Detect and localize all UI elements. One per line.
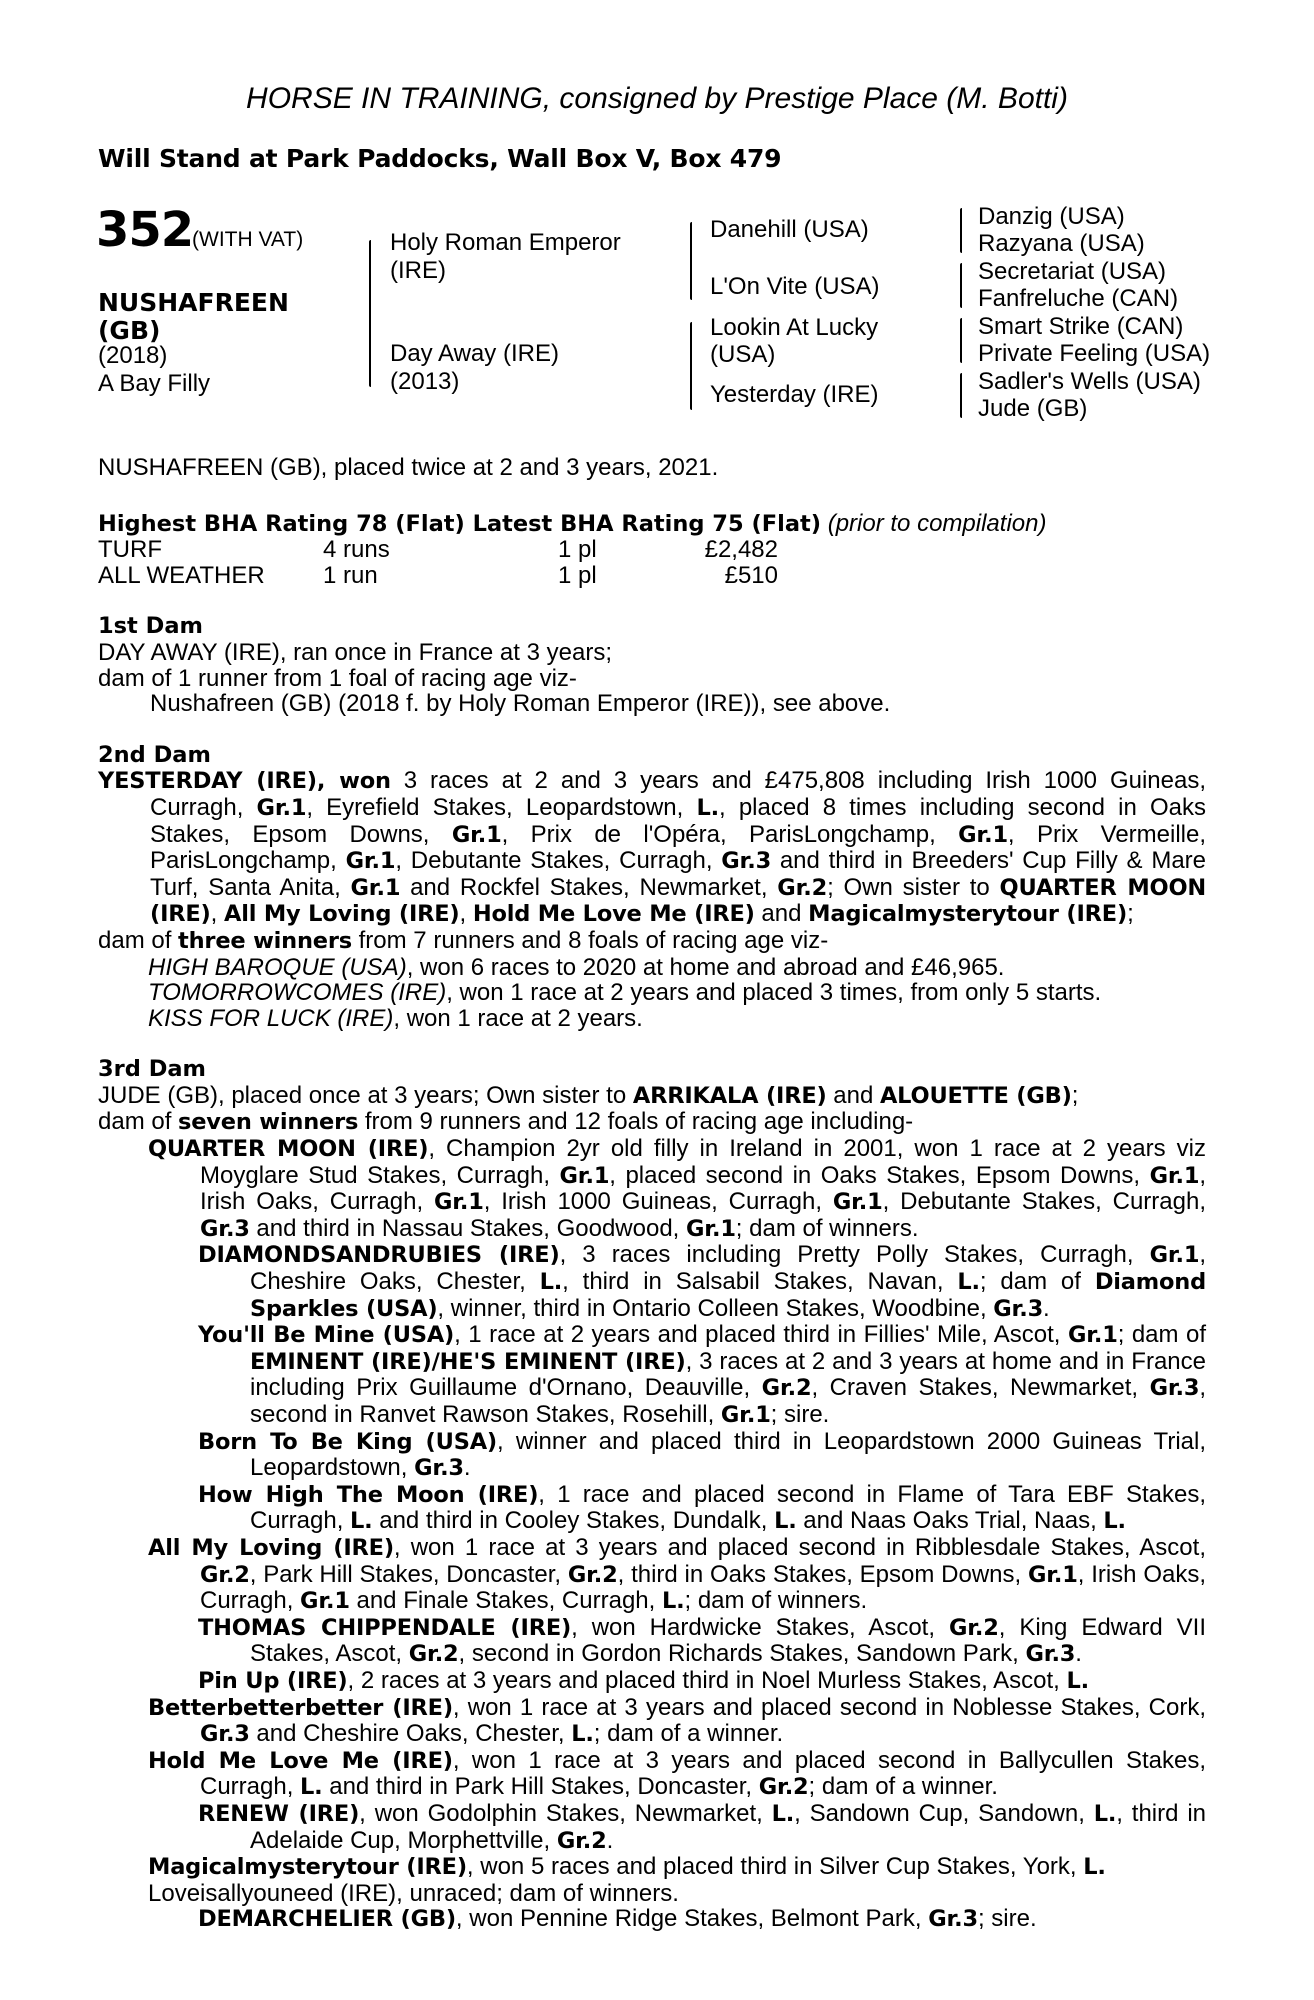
plain-text: , won 5 races and placed third in Silver Cup Stakes, York, bbox=[466, 1853, 1084, 1881]
produce-entry bbox=[98, 1695, 1206, 1748]
pedigree-sire-dam: L'On Vite (USA) bbox=[710, 273, 880, 300]
plain-text: JUDE (GB), placed once at 3 years; Own sister to bbox=[98, 1081, 633, 1109]
ratings-row-all-weather bbox=[98, 563, 1206, 589]
bold-text: Gr.2 bbox=[200, 1561, 250, 1588]
bold-text: L. bbox=[696, 794, 719, 821]
grandproduce-entry bbox=[98, 1906, 1206, 1933]
plain-text: and Naas Oaks Trial, Naas, bbox=[796, 1507, 1104, 1535]
plain-text: ; sire. bbox=[977, 1905, 1037, 1933]
pedigree-brace-dd bbox=[960, 373, 962, 418]
pedigree-sire: Holy Roman Emperor bbox=[390, 229, 621, 256]
plain-text: , King Edward VII Stakes, Ascot, bbox=[250, 1613, 1206, 1668]
dam2-produce-intro bbox=[98, 928, 1206, 955]
pedigree-dam-sire: Lookin At Lucky bbox=[710, 314, 879, 341]
plain-text: , winner and placed third in Leopardstown 2000 Guineas Trial, Leopardstown, bbox=[250, 1427, 1206, 1482]
pedigree-dss: Smart Strike (CAN) bbox=[978, 313, 1184, 340]
plain-text: , won Pennine Ridge Stakes, Belmont Park, bbox=[455, 1905, 929, 1933]
grandproduce-entry bbox=[98, 1242, 1206, 1322]
pedigree-dds: Sadler's Wells (USA) bbox=[978, 368, 1201, 395]
pedigree-dam-year: (2013) bbox=[390, 368, 460, 395]
pedigree-dam-sire-origin: (USA) bbox=[710, 341, 776, 368]
plain-text: , placed 8 times including second in Oaks Stakes, Epsom Downs, bbox=[150, 793, 1207, 848]
plain-text: , third in Salsabil Stakes, Navan, bbox=[562, 1268, 958, 1296]
pedigree-dsd: Private Feeling (USA) bbox=[978, 340, 1211, 367]
produce-entry bbox=[98, 1535, 1206, 1615]
bold-text: Pin Up (IRE) bbox=[198, 1667, 348, 1694]
plain-text: , won 1 race at 3 years and placed second in Ribblesdale Stakes, Ascot, bbox=[393, 1533, 1206, 1561]
plain-text: , won 1 race at 3 years and placed second in Noblesse Stakes, Cork, bbox=[452, 1693, 1206, 1721]
produce-item bbox=[98, 980, 1206, 1006]
bold-text: Gr.3 bbox=[200, 1215, 250, 1242]
bold-text: Gr.1 bbox=[1027, 1561, 1078, 1588]
bold-text: Gr.2 bbox=[758, 1774, 809, 1801]
plain-text: , Park Hill Stakes, Doncaster, bbox=[249, 1560, 568, 1588]
plain-text: , winner, third in Ontario Colleen Stakes, Woodbine, bbox=[437, 1294, 994, 1322]
stand-location: Will Stand at Park Paddocks, Wall Box V, Box 479 bbox=[98, 144, 782, 173]
bold-text: Gr.1 bbox=[1149, 1162, 1200, 1189]
bold-text: How High The Moon (IRE) bbox=[198, 1481, 539, 1508]
bold-text: THOMAS CHIPPENDALE (IRE) bbox=[198, 1614, 572, 1641]
bold-text: RENEW (IRE) bbox=[198, 1800, 360, 1827]
dam2-record bbox=[98, 768, 1206, 928]
plain-text: , 1 race and placed second in Flame of Tara EBF Stakes, Curragh, bbox=[250, 1480, 1206, 1535]
plain-text: dam of bbox=[98, 1108, 179, 1136]
bold-text: Hold Me Love Me (IRE) bbox=[472, 901, 755, 928]
plain-text: , Craven Stakes, Newmarket, bbox=[811, 1374, 1150, 1402]
bold-text: Gr.1 bbox=[433, 1189, 484, 1216]
plain-text: , Irish 1000 Guineas, Curragh, bbox=[483, 1188, 833, 1216]
dam1-line: DAY AWAY (IRE), ran once in France at 3 years; bbox=[98, 638, 612, 666]
bold-text: Gr.1 bbox=[1067, 1322, 1118, 1349]
ratings-note: (prior to compilation) bbox=[827, 509, 1047, 537]
bold-text: Born To Be King (USA) bbox=[198, 1428, 497, 1455]
pedigree-dam: Day Away (IRE) bbox=[390, 340, 559, 367]
grandproduce-entry bbox=[98, 1801, 1206, 1854]
bold-text: Gr.1 bbox=[686, 1215, 736, 1242]
bold-text: Gr.2 bbox=[567, 1561, 618, 1588]
plain-text: and bbox=[754, 900, 809, 928]
produce-entry bbox=[98, 1881, 1206, 1907]
bold-text: ARRIKALA (IRE) bbox=[632, 1082, 827, 1109]
bold-text: L. bbox=[1083, 1854, 1106, 1881]
bold-text: Gr.2 bbox=[948, 1614, 999, 1641]
bold-text: L. bbox=[539, 1269, 563, 1296]
pedigree-ddd: Jude (GB) bbox=[978, 395, 1088, 422]
bold-text: Hold Me Love Me (IRE) bbox=[148, 1747, 453, 1774]
produce-item bbox=[98, 1006, 1206, 1032]
bold-text: EMINENT (IRE)/HE'S EMINENT (IRE) bbox=[250, 1348, 686, 1375]
plain-text: and third in Nassau Stakes, Goodwood, bbox=[249, 1214, 687, 1242]
bold-text: Gr.1 bbox=[256, 794, 307, 821]
plain-text: ; sire. bbox=[770, 1401, 830, 1428]
pedigree-brace-ds bbox=[960, 318, 962, 363]
bold-text: Gr.1 bbox=[300, 1588, 350, 1615]
page-title: HORSE IN TRAINING, consigned by Prestige Place (M. Botti) bbox=[246, 82, 1068, 115]
bold-text: Gr.2 bbox=[777, 874, 828, 901]
pedigree-brace-dam bbox=[690, 322, 692, 410]
bold-text: Gr.2 bbox=[408, 1641, 459, 1668]
ratings-heading-bold: Highest BHA Rating 78 (Flat) Latest BHA Rating 75 (Flat) bbox=[98, 510, 822, 537]
plain-text: and Rockfel Stakes, Newmarket, bbox=[400, 873, 778, 901]
pedigree-sss: Danzig (USA) bbox=[978, 203, 1125, 230]
dam3-produce-intro bbox=[98, 1109, 1206, 1136]
bold-text: Gr.3 bbox=[1149, 1375, 1200, 1402]
plain-text: , 2 races at 3 years and placed third in Noel Murless Stakes, Ascot, bbox=[347, 1666, 1067, 1694]
plain-text: and third in Park Hill Stakes, Doncaster, bbox=[322, 1773, 759, 1801]
plain-text: from 9 runners and 12 foals of racing age including- bbox=[358, 1108, 914, 1136]
plain-text: . bbox=[606, 1826, 614, 1854]
bold-text: ALOUETTE (GB) bbox=[879, 1082, 1072, 1109]
plain-text: ; dam of winners. bbox=[735, 1214, 919, 1242]
dam3-record bbox=[98, 1083, 1206, 1110]
plain-text: , Debutante Stakes, Curragh, bbox=[882, 1188, 1207, 1216]
bold-text: Gr.3 bbox=[721, 848, 772, 875]
catalogue-body bbox=[98, 455, 1206, 1933]
ratings-placings: 1 pl bbox=[558, 561, 597, 589]
horse-description: A Bay Filly bbox=[98, 370, 211, 397]
bold-text: Gr.2 bbox=[556, 1827, 607, 1854]
plain-text: ; bbox=[1071, 1081, 1079, 1109]
plain-text: , Cheshire Oaks, Chester, bbox=[250, 1241, 1206, 1296]
dam1-heading: 1st Dam bbox=[98, 613, 203, 640]
produce-entry bbox=[98, 1748, 1206, 1801]
plain-text: , won Hardwicke Stakes, Ascot, bbox=[571, 1613, 949, 1641]
plain-text: , 3 races including Pretty Polly Stakes, Curragh, bbox=[559, 1241, 1150, 1269]
ratings-placings: 1 pl bbox=[558, 536, 597, 564]
plain-text: ; Own sister to bbox=[827, 873, 1000, 901]
grandproduce-entry bbox=[98, 1615, 1206, 1668]
ratings-row-turf bbox=[98, 537, 1206, 563]
bold-text: L. bbox=[1066, 1667, 1090, 1694]
bold-text: Gr.3 bbox=[200, 1721, 250, 1748]
bold-text: Gr.1 bbox=[832, 1189, 883, 1216]
plain-text: , 3 races at 2 and 3 years at home and in France including Prix Guillaume d'Ornano, Deauville, bbox=[250, 1347, 1206, 1402]
plain-text: and third in Breeders' Cup Filly & Mare Turf, Santa Anita, bbox=[150, 847, 1207, 901]
bold-text: Gr.3 bbox=[928, 1906, 978, 1933]
bold-text: three winners bbox=[178, 927, 352, 954]
produce-entry bbox=[98, 1854, 1206, 1881]
plain-text: , won Godolphin Stakes, Newmarket, bbox=[359, 1799, 772, 1827]
produce-entry bbox=[98, 1136, 1206, 1242]
bold-text: Diamond Sparkles (USA) bbox=[250, 1269, 1207, 1322]
horse-name: NUSHAFREEN bbox=[98, 288, 289, 317]
plain-text: 3 races at 2 and 3 years and £475,808 including Irish 1000 Guineas, Curragh, bbox=[150, 767, 1207, 821]
pedigree-brace-gen1 bbox=[369, 240, 371, 387]
bold-text: L. bbox=[1103, 1508, 1126, 1535]
plain-text: from 7 runners and 8 foals of racing age viz- bbox=[351, 926, 829, 954]
plain-text: ; dam of a winner. bbox=[808, 1773, 998, 1801]
produce-name: KISS FOR LUCK (IRE) bbox=[148, 1004, 394, 1032]
pedigree-ssd: Razyana (USA) bbox=[978, 230, 1145, 257]
dam2-produce-list bbox=[98, 955, 1206, 1032]
pedigree-sire-origin: (IRE) bbox=[390, 257, 446, 284]
bold-text: DIAMONDSANDRUBIES (IRE) bbox=[198, 1242, 560, 1269]
plain-text: and bbox=[826, 1081, 880, 1109]
bold-text: L. bbox=[1093, 1800, 1117, 1827]
bold-text: L. bbox=[350, 1508, 373, 1535]
ratings-heading bbox=[98, 511, 1206, 538]
foaling-year: (2018) bbox=[98, 342, 168, 369]
bold-text: seven winners bbox=[178, 1109, 359, 1136]
plain-text: , bbox=[210, 900, 224, 928]
produce-text: , won 1 race at 2 years. bbox=[393, 1004, 643, 1032]
produce-name: TOMORROWCOMES (IRE) bbox=[148, 979, 447, 1007]
bold-text: Gr.1 bbox=[350, 874, 401, 901]
plain-text: , third in Adelaide Cup, Morphettville, bbox=[250, 1799, 1206, 1854]
plain-text: . bbox=[463, 1454, 471, 1482]
plain-text: , placed second in Oaks Stakes, Epsom Downs, bbox=[609, 1161, 1150, 1189]
bold-text: You'll Be Mine (USA) bbox=[198, 1322, 455, 1349]
race-summary: NUSHAFREEN (GB), placed twice at 2 and 3 years, 2021. bbox=[98, 454, 719, 481]
pedigree-brace-ss bbox=[960, 208, 962, 253]
lot-number: 352 bbox=[96, 202, 194, 258]
produce-item bbox=[98, 955, 1206, 981]
bold-text: Betterbetterbetter (IRE) bbox=[148, 1694, 453, 1721]
bold-text: QUARTER MOON (IRE) bbox=[150, 874, 1207, 928]
plain-text: and Finale Stakes, Curragh, bbox=[349, 1587, 662, 1615]
bold-text: QUARTER MOON (IRE) bbox=[148, 1136, 429, 1163]
plain-text: , Irish Oaks, Curragh, bbox=[200, 1560, 1207, 1615]
plain-text: , Champion 2yr old filly in Ireland in 2001, won 1 race at 2 years viz Moyglare Stud Stakes, Curragh, bbox=[200, 1135, 1206, 1189]
plain-text: and Cheshire Oaks, Chester, bbox=[249, 1720, 572, 1748]
grandproduce-entry bbox=[98, 1322, 1206, 1428]
bold-text: Gr.2 bbox=[761, 1375, 812, 1402]
bold-text: L. bbox=[300, 1774, 323, 1801]
pedigree-sire-sire: Danehill (USA) bbox=[710, 216, 869, 243]
plain-text: . bbox=[1075, 1640, 1082, 1668]
plain-text: , second in Ranvet Rawson Stakes, Rosehill, bbox=[250, 1374, 1206, 1428]
bold-text: Gr.1 bbox=[1149, 1242, 1200, 1269]
grandproduce-entry bbox=[98, 1482, 1206, 1535]
plain-text: and third in Cooley Stakes, Dundalk, bbox=[372, 1507, 775, 1535]
bold-text: Gr.3 bbox=[993, 1295, 1044, 1322]
ratings-surface: TURF bbox=[98, 536, 162, 564]
plain-text: , Debutante Stakes, Curragh, bbox=[395, 847, 722, 875]
dam2-heading: 2nd Dam bbox=[98, 741, 211, 768]
ratings-runs: 4 runs bbox=[323, 536, 390, 564]
ratings-earnings: £2,482 bbox=[704, 536, 778, 564]
bold-text: All My Loving (IRE) bbox=[148, 1534, 394, 1561]
bold-text: L. bbox=[661, 1588, 685, 1615]
plain-text: dam of bbox=[98, 926, 179, 954]
dam1-line: dam of 1 runner from 1 foal of racing age viz- bbox=[98, 664, 577, 692]
bold-text: L. bbox=[771, 1800, 795, 1827]
bold-text: L. bbox=[571, 1721, 594, 1748]
plain-text: , 1 race at 2 years and placed third in Fillies' Mile, Ascot, bbox=[454, 1321, 1068, 1349]
plain-text: ; bbox=[1127, 900, 1134, 928]
bold-text: Gr.1 bbox=[559, 1162, 610, 1189]
pedigree-sds: Secretariat (USA) bbox=[978, 258, 1167, 285]
bold-text: Gr.1 bbox=[451, 821, 502, 848]
produce-text: , won 6 races to 2020 at home and abroad and £46,965. bbox=[406, 953, 1005, 981]
plain-text: ; dam of bbox=[1117, 1321, 1206, 1349]
grandproduce-entry bbox=[98, 1668, 1206, 1695]
plain-text: , Sandown Cup, Sandown, bbox=[794, 1799, 1094, 1827]
pedigree-sdd: Fanfreluche (CAN) bbox=[978, 285, 1179, 312]
bold-text: L. bbox=[774, 1508, 797, 1535]
bold-text: Gr.1 bbox=[720, 1402, 771, 1428]
dam3-produce-list bbox=[98, 1136, 1206, 1933]
bold-text: Gr.3 bbox=[1025, 1641, 1076, 1668]
plain-text: , Prix Vermeille, ParisLongchamp, bbox=[150, 820, 1207, 875]
plain-text: , Prix de l'Opéra, ParisLongchamp, bbox=[501, 820, 959, 848]
plain-text: , Irish Oaks, Curragh, bbox=[200, 1161, 1206, 1216]
plain-text: ; dam of a winner. bbox=[593, 1720, 784, 1748]
plain-text: , third in Oaks Stakes, Epsom Downs, bbox=[617, 1560, 1028, 1588]
bold-text: Magicalmysterytour (IRE) bbox=[808, 901, 1128, 928]
pedigree-dam-dam: Yesterday (IRE) bbox=[710, 381, 879, 408]
dam2-name: YESTERDAY (IRE), won bbox=[98, 768, 391, 795]
pedigree-brace-sire bbox=[690, 222, 692, 300]
produce-text: , won 1 race at 2 years and placed 3 times, from only 5 starts. bbox=[446, 979, 1102, 1007]
plain-text: ; dam of winners. bbox=[684, 1587, 868, 1615]
bold-text: Gr.1 bbox=[958, 821, 1008, 848]
horse-origin: (GB) bbox=[98, 316, 161, 345]
plain-text: , Eyrefield Stakes, Leopardstown, bbox=[306, 793, 697, 821]
bold-text: Magicalmysterytour (IRE) bbox=[148, 1854, 467, 1881]
ratings-surface: ALL WEATHER bbox=[98, 561, 265, 589]
bold-text: DEMARCHELIER (GB) bbox=[198, 1906, 456, 1933]
bold-text: L. bbox=[957, 1269, 980, 1296]
dam3-heading: 3rd Dam bbox=[98, 1056, 206, 1083]
pedigree-brace-sd bbox=[960, 263, 962, 308]
plain-text: Loveisallyouneed (IRE), unraced; dam of winners. bbox=[148, 1879, 679, 1907]
grandproduce-entry bbox=[98, 1429, 1206, 1482]
dam1-produce: Nushafreen (GB) (2018 f. by Holy Roman Emperor (IRE)), see above. bbox=[150, 690, 891, 718]
plain-text: , bbox=[459, 900, 473, 928]
produce-name: HIGH BAROQUE (USA) bbox=[148, 953, 407, 981]
bold-text: All My Loving (IRE) bbox=[223, 901, 460, 928]
vat-note: (WITH VAT) bbox=[192, 228, 304, 251]
plain-text: , won 1 race at 3 years and placed second in Ballycullen Stakes, Curragh, bbox=[200, 1746, 1206, 1801]
ratings-earnings: £510 bbox=[724, 561, 778, 589]
plain-text: , second in Gordon Richards Stakes, Sandown Park, bbox=[458, 1640, 1026, 1668]
ratings-runs: 1 run bbox=[323, 561, 378, 589]
plain-text: ; dam of bbox=[979, 1268, 1095, 1296]
bold-text: Gr.1 bbox=[345, 848, 396, 875]
bold-text: Gr.3 bbox=[414, 1455, 464, 1482]
plain-text: . bbox=[1043, 1294, 1050, 1322]
